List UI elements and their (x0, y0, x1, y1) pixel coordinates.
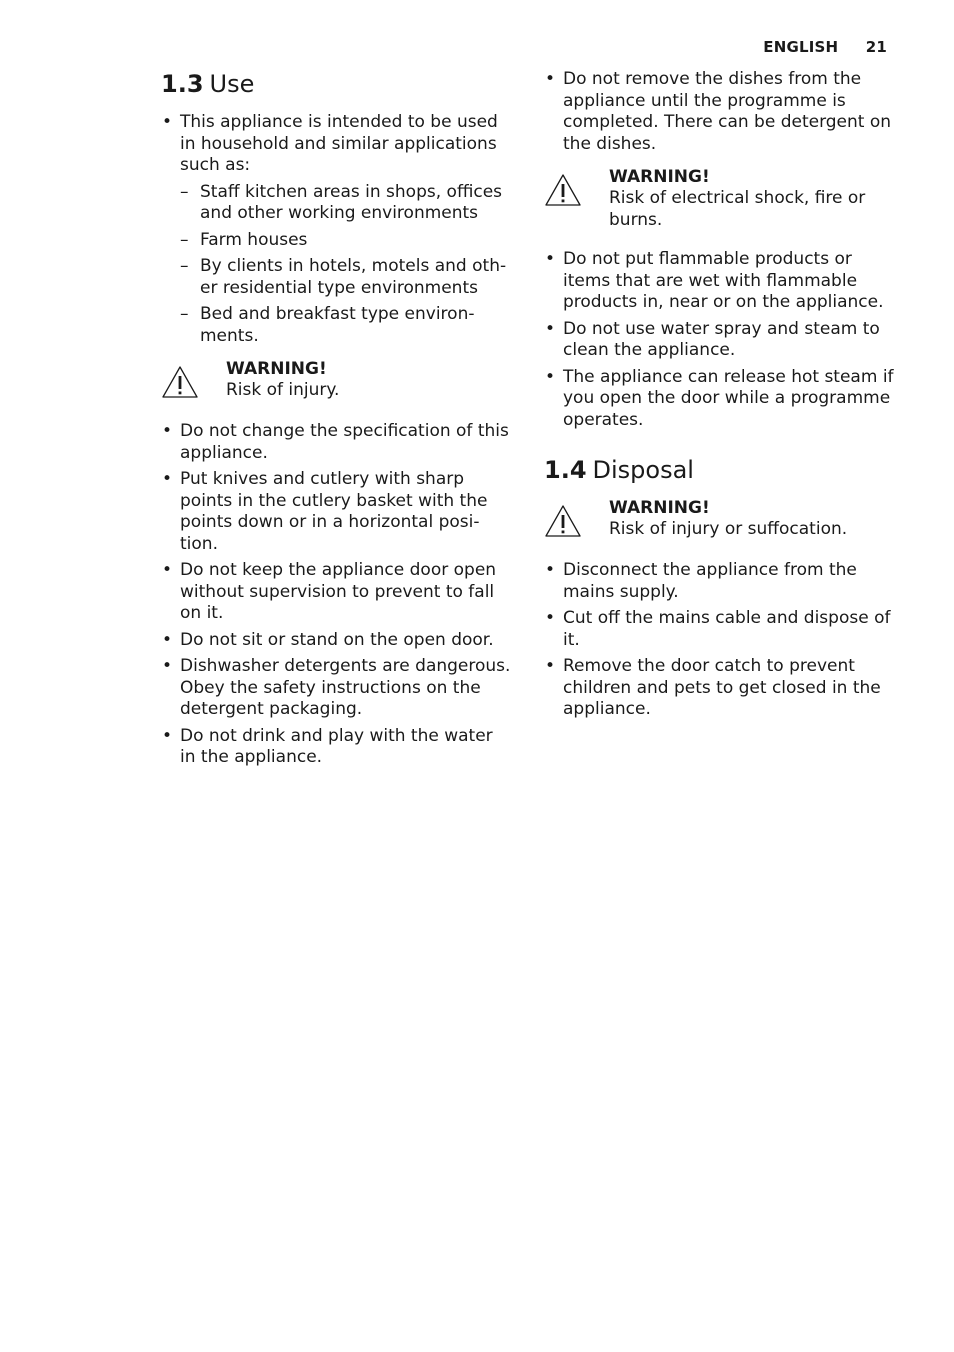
disposal-bullets (544, 560, 898, 721)
page-header (763, 38, 887, 56)
list-item: • Cut off the mains cable and dispose of it. (544, 608, 898, 651)
warning-title: WARNING! (226, 359, 327, 379)
warning-block (161, 359, 513, 403)
list-item: • This appliance is intended to be used in household and similar applications such as: (161, 112, 513, 177)
warning-text: Risk of electrical shock, fire or burns. (609, 188, 866, 230)
list-item: • Do not change the specification of this appliance. (161, 421, 513, 464)
spacer (544, 436, 898, 454)
section-title-disposal (544, 454, 898, 486)
warning-block (544, 498, 898, 542)
use-bullets (161, 421, 513, 769)
warning-triangle-icon (544, 504, 582, 538)
warning-title: WARNING! (609, 498, 710, 518)
list-item: • Do not keep the appliance door open without supervision to prevent to fall on it. (161, 560, 513, 625)
list-item: • Do not use water spray and steam to clean the appliance. (544, 319, 898, 362)
section-heading: Disposal (592, 456, 694, 484)
section-number: 1.4 (544, 456, 587, 484)
left-column (161, 68, 513, 774)
sub-list-item: – Bed and breakfast type environ-ments. (161, 304, 513, 347)
section-title-use (161, 68, 513, 100)
warning-title: WARNING! (609, 167, 710, 187)
section-number: 1.3 (161, 70, 204, 98)
list-item: • Do not put flammable products or items that are wet with flammable products in, near or on the appliance. (544, 249, 898, 314)
list-item: • Remove the door catch to prevent children and pets to get closed in the appliance. (544, 656, 898, 721)
list-item: • Do not sit or stand on the open door. (161, 630, 513, 652)
sub-list-item: – Farm houses (161, 230, 513, 252)
use-continued-list (544, 69, 898, 155)
sub-list-item: – Staff kitchen areas in shops, offices and other working environments (161, 182, 513, 225)
warning-block (544, 167, 898, 231)
language-label: ENGLISH (763, 38, 839, 56)
list-item: • Disconnect the appliance from the mains supply. (544, 560, 898, 603)
right-column (544, 69, 898, 726)
list-item: • The appliance can release hot steam if you open the door while a programme operates. (544, 367, 898, 432)
warning-text: Risk of injury or suffocation. (609, 519, 848, 539)
warning-text: Risk of injury. (226, 380, 340, 400)
warning-triangle-icon (161, 365, 199, 399)
page-number: 21 (865, 38, 887, 56)
section-heading: Use (209, 70, 255, 98)
list-item: • Put knives and cutlery with sharp points in the cutlery basket with the points down or in a horizontal posi-tion. (161, 469, 513, 555)
sub-list-item: – By clients in hotels, motels and oth-er residential type environments (161, 256, 513, 299)
use-list (161, 112, 513, 347)
warning-triangle-icon (544, 173, 582, 207)
list-item: • Do not remove the dishes from the appliance until the programme is completed. There can be detergent on the dishes. (544, 69, 898, 155)
list-item: • Do not drink and play with the water in the appliance. (161, 726, 513, 769)
safety-bullets (544, 249, 898, 431)
list-item: • Dishwasher detergents are dangerous. Obey the safety instructions on the detergent packaging. (161, 656, 513, 721)
